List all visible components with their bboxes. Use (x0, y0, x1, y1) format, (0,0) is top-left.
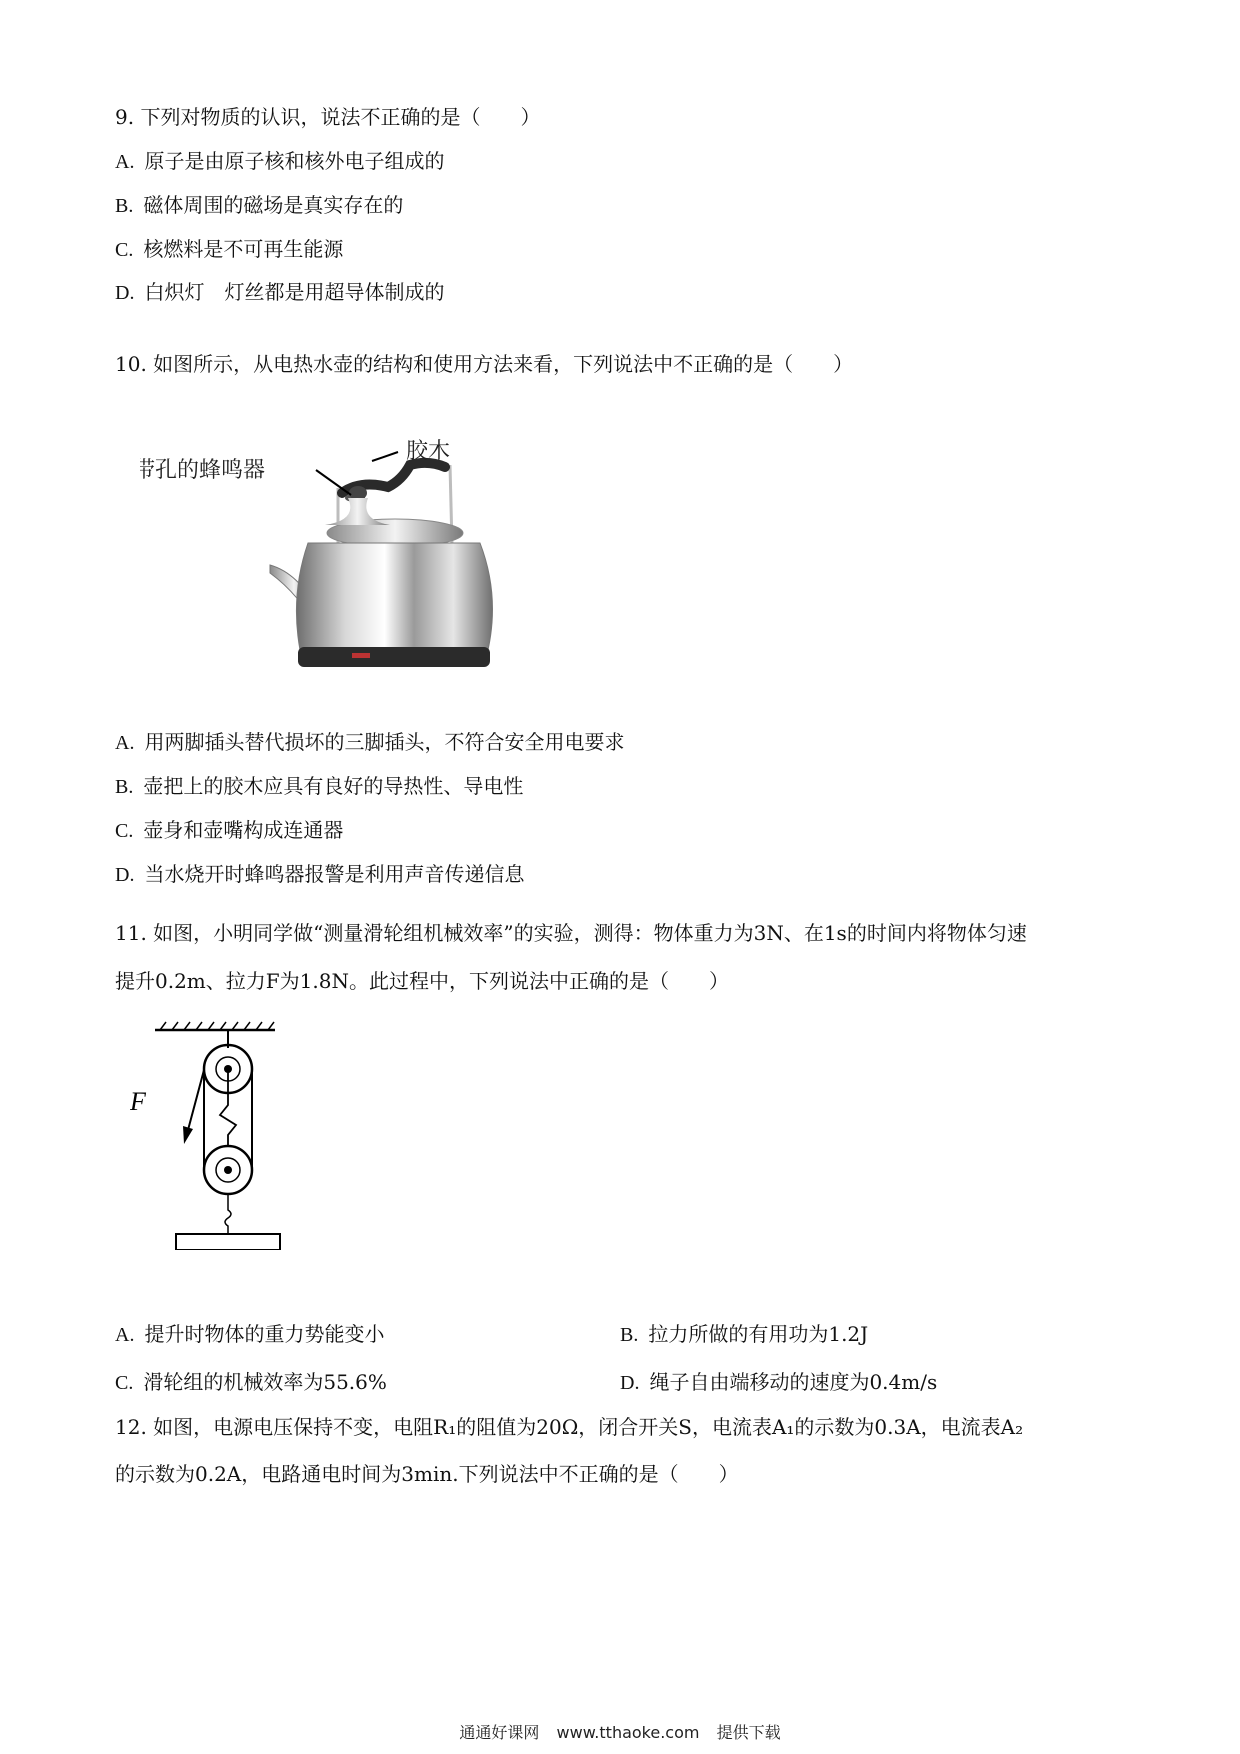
q12-stem-line1: 12. 如图，电源电压保持不变，电阻R₁的阻值为20Ω，闭合开关S，电流表A₁的示数为0.3A，电流表A₂ (115, 1415, 1024, 1439)
q11-option-c (115, 1368, 387, 1397)
option-text: 壶把上的胶木应具有良好的导热性、导电性 (143, 774, 524, 798)
force-arrow (183, 1126, 193, 1144)
q11-stem-line1: 11. 如图，小明同学做“测量滑轮组机械效率”的实验，测得：物体重力为3N、在1s的时间内将物体匀速 (115, 921, 1027, 945)
force-label: F (130, 1087, 146, 1116)
q9-option-b (115, 191, 403, 220)
q11-option-d (620, 1368, 937, 1397)
option-label: D. (115, 864, 135, 886)
option-label: B. (620, 1324, 639, 1346)
buzzer-knob (349, 486, 367, 500)
option-label: C. (115, 239, 134, 261)
kettle-base (298, 647, 490, 667)
option-label: A. (115, 1324, 135, 1346)
footer-site: 通通好课网 (459, 1723, 540, 1742)
option-text: 绳子自由端移动的速度为0.4m/s (649, 1370, 938, 1394)
option-text: 原子是由原子核和核外电子组成的 (144, 149, 445, 173)
option-label: A. (115, 732, 135, 754)
option-label: C. (115, 1372, 134, 1394)
option-label: B. (115, 776, 134, 798)
label-handle: 胶木 (406, 439, 451, 464)
footer-url[interactable]: www.tthaoke.com (556, 1723, 700, 1742)
option-text: 壶身和壶嘴构成连通器 (143, 818, 344, 842)
buzzer-pointer (316, 470, 351, 495)
q10-option-c (115, 816, 343, 845)
footer-action: 提供下载 (716, 1723, 781, 1742)
q10-option-b (115, 772, 523, 801)
q10-option-a (115, 728, 624, 757)
weight-block (176, 1234, 280, 1250)
option-label: A. (115, 151, 135, 173)
page-footer (0, 1722, 1240, 1744)
pulley-figure (130, 1010, 290, 1250)
option-label: C. (115, 820, 134, 842)
option-text: 拉力所做的有用功为1.2J (648, 1322, 869, 1346)
option-text: 磁体周围的磁场是真实存在的 (143, 193, 404, 217)
option-label: D. (115, 282, 135, 304)
option-label: B. (115, 195, 134, 217)
q9-option-a (115, 147, 444, 176)
kettle-figure (140, 425, 540, 690)
q10-stem: 10. 如图所示，从电热水壶的结构和使用方法来看，下列说法中不正确的是（ ） (115, 352, 854, 376)
kettle-body (296, 543, 492, 650)
option-text: 核燃料是不可再生能源 (143, 237, 344, 261)
q11-option-b (620, 1320, 868, 1349)
option-text: 提升时物体的重力势能变小 (144, 1322, 385, 1346)
q9-stem: 9. 下列对物质的认识，说法不正确的是（ ） (115, 105, 541, 129)
q12-stem-line2: 的示数为0.2A，电路通电时间为3min.下列说法中不正确的是（ ） (115, 1462, 739, 1486)
q11-option-a (115, 1320, 384, 1349)
q9-option-c (115, 235, 343, 264)
q9-option-d (115, 278, 444, 307)
option-text: 白炽灯 灯丝都是用超导体制成的 (144, 280, 445, 304)
option-label: D. (620, 1372, 640, 1394)
option-text: 用两脚插头替代损坏的三脚插头，不符合安全用电要求 (144, 730, 625, 754)
q11-stem-line2: 提升0.2m、拉力F为1.8N。此过程中，下列说法中正确的是（ ） (115, 969, 729, 993)
option-text: 滑轮组的机械效率为55.6% (143, 1370, 387, 1394)
option-text: 当水烧开时蜂鸣器报警是利用声音传递信息 (144, 862, 525, 886)
label-buzzer: 带孔的蜂鸣器 (140, 458, 266, 483)
pulley-diagram (130, 1010, 290, 1250)
handle-pointer (372, 452, 398, 461)
q10-option-d (115, 860, 524, 889)
kettle-illustration (140, 425, 540, 690)
